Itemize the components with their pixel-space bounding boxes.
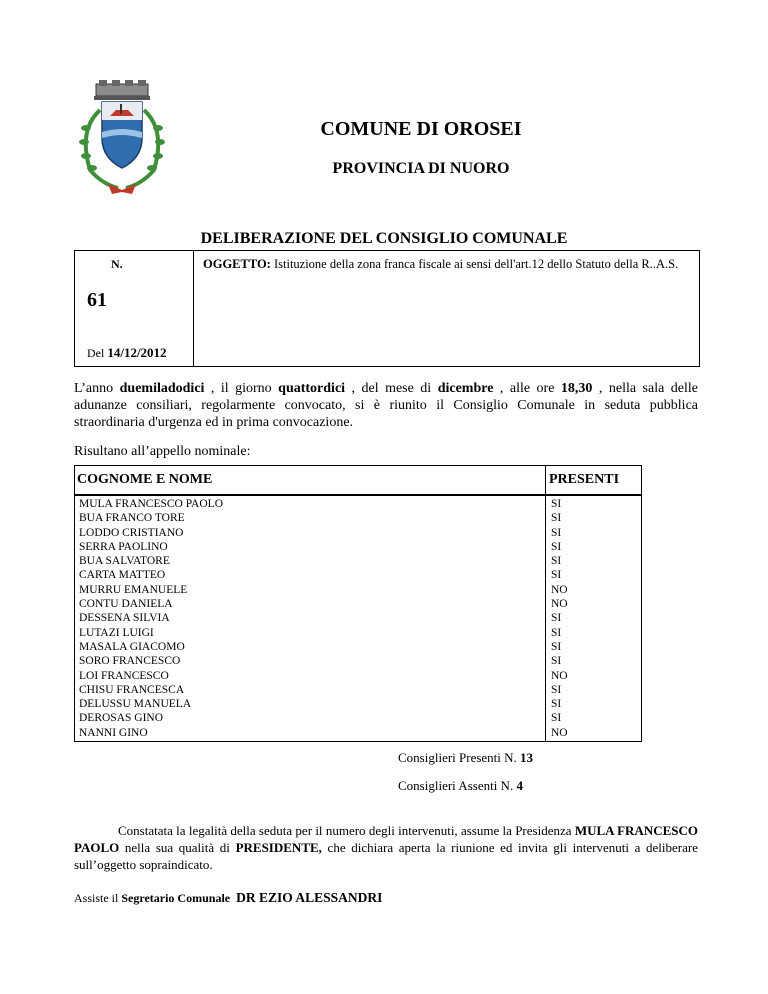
presence-value: SI: [551, 640, 562, 653]
table-row: [75, 511, 641, 525]
table-row: [75, 726, 641, 740]
councillor-name: DELUSSU MANUELA: [79, 698, 192, 711]
subject-text: [203, 257, 683, 272]
councillor-name: CARTA MATTEO: [79, 569, 166, 582]
page-title: COMUNE DI OROSEI: [320, 118, 522, 140]
presence-value: SI: [551, 569, 562, 582]
absent-count: Consiglieri Assenti N. 4: [398, 778, 523, 793]
subject-value: Istituzione della zona franca fiscale ai sensi dell'art.12 dello Statuto della R..A.S.: [273, 257, 679, 271]
table-row: [75, 597, 641, 611]
presence-value: SI: [551, 626, 562, 639]
presence-value: SI: [551, 498, 562, 510]
presence-value: SI: [551, 712, 562, 725]
table-row: [75, 568, 641, 582]
presence-value: SI: [551, 555, 562, 568]
table-row: [75, 526, 641, 540]
councillor-name: NANNI GINO: [79, 726, 148, 739]
table-row: [75, 540, 641, 554]
intro-paragraph: L’anno duemiladodici , il giorno quattordici , del mese di dicembre , alle ore 18,30 , nella sala delle adunanze consiliari, regolarmente convocato, si è riunito il Consiglio Comunale in seduta pubblica straordinaria d'urgenza ed in prima convocazione.: [74, 381, 698, 430]
table-row: [75, 583, 641, 597]
presence-value: SI: [551, 683, 562, 696]
presence-value: NO: [551, 726, 568, 739]
councillor-name: CONTU DANIELA: [79, 598, 173, 611]
presence-value: SI: [551, 512, 562, 525]
date-label: Del: [87, 346, 105, 360]
presence-value: SI: [551, 698, 562, 711]
presence-value: SI: [551, 540, 562, 553]
attendance-table: [74, 465, 642, 742]
presence-value: NO: [551, 598, 568, 611]
table-row: [75, 611, 641, 625]
presence-value: SI: [551, 526, 562, 539]
page-subtitle: PROVINCIA DI NUORO: [332, 160, 510, 177]
date-value: 14/12/2012: [107, 345, 167, 360]
councillor-name: SORO FRANCESCO: [79, 655, 181, 668]
councillor-name: MULA FRANCESCO PAOLO: [79, 498, 223, 510]
table-row: [75, 683, 641, 697]
number-value: 61: [87, 289, 107, 311]
table-row: [75, 654, 641, 668]
table-body: [75, 497, 641, 740]
councillor-name: DEROSAS GINO: [79, 712, 164, 725]
councillor-name: DESSENA SILVIA: [79, 612, 170, 625]
date-line: [87, 345, 167, 361]
councillor-name: LOI FRANCESCO: [79, 669, 169, 682]
councillor-name: LUTAZI LUIGI: [79, 626, 154, 639]
councillor-name: SERRA PAOLINO: [79, 540, 168, 553]
councillor-name: MURRU EMANUELE: [79, 583, 188, 596]
header-rule: [75, 494, 641, 496]
presence-value: NO: [551, 583, 568, 596]
number-label: N.: [111, 257, 123, 271]
table-row: [75, 626, 641, 640]
crown-icon: [94, 80, 150, 100]
councillor-name: BUA SALVATORE: [79, 555, 170, 568]
roll-call-text: Risultano all’appello nominale:: [74, 444, 251, 459]
councillor-name: BUA FRANCO TORE: [79, 512, 185, 525]
presence-value: SI: [551, 655, 562, 668]
table-row: [75, 669, 641, 683]
column-header-name: COGNOME E NOME: [77, 472, 213, 487]
presence-value: SI: [551, 612, 562, 625]
deliberation-box: [74, 250, 700, 367]
table-row: [75, 554, 641, 568]
deliberation-heading: DELIBERAZIONE DEL CONSIGLIO COMUNALE: [200, 230, 568, 247]
table-row: [75, 697, 641, 711]
present-count: Consiglieri Presenti N. 13: [398, 750, 534, 765]
table-row: [75, 497, 641, 511]
box-divider: [193, 251, 194, 366]
secretary-line: Assiste il Segretario Comunale DR EZIO ALESSANDRI: [74, 890, 383, 905]
table-row: [75, 711, 641, 725]
table-row: [75, 640, 641, 654]
councillor-name: MASALA GIACOMO: [79, 640, 185, 653]
subject-label: OGGETTO:: [203, 257, 271, 271]
presence-value: NO: [551, 669, 568, 682]
column-header-present: PRESENTI: [549, 472, 620, 487]
councillor-name: LODDO CRISTIANO: [79, 526, 184, 539]
closing-paragraph: Constatata la legalità della seduta per il numero degli intervenuti, assume la Presidenza MULA FRANCESCO PAOLO nella sua qualità di PRESIDENTE, che dichiara aperta la riunione ed invita gli intervenuti a deliberare sull’oggetto sopraindicato.: [74, 823, 698, 872]
councillor-name: CHISU FRANCESCA: [79, 683, 185, 696]
